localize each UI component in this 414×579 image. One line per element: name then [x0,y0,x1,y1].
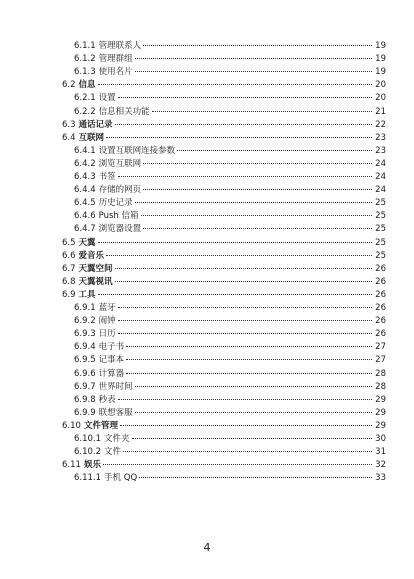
toc-entry-title: 记事本 [98,355,125,366]
toc-section-entry[interactable] [62,250,386,263]
toc-entry-number: 6.4.1 [74,145,96,156]
toc-entry-title: 闹钟 [98,316,116,327]
toc-entry-title: 秒表 [98,394,116,405]
toc-entry-title: 天翼视讯 [78,276,113,287]
toc-entry-number: 6.4.7 [74,224,96,235]
toc-entry-page: 25 [375,224,386,235]
toc-entry-page: 24 [375,185,386,196]
toc-entry-title: 信息 [78,80,96,91]
toc-entry-number: 6.1.1 [74,41,96,51]
toc-dot-leader [115,268,372,269]
toc-entry-number: 6.4.4 [74,185,96,196]
toc-entry-number: 6.4 [62,132,76,143]
toc-entry-page: 33 [375,473,386,484]
toc-entry-page: 19 [375,41,386,51]
toc-entry-number: 6.4.3 [74,172,96,182]
toc-subsection-entry[interactable] [74,197,386,210]
toc-entry-title: 天翼 [78,237,96,248]
toc-entry-title: 娱乐 [83,460,101,471]
toc-subsection-entry[interactable] [74,341,386,354]
toc-dot-leader [106,255,372,256]
toc-subsection-entry[interactable] [74,158,386,171]
toc-dot-leader [118,320,372,321]
toc-entry-number: 6.9.5 [74,355,96,366]
toc-entry-title: 书签 [98,172,116,182]
toc-dot-leader [132,438,372,439]
toc-entry-title: 日历 [98,329,116,340]
toc-entry-page: 28 [375,381,386,392]
toc-entry-page: 29 [375,420,386,431]
toc-subsection-entry[interactable] [74,433,386,446]
toc-dot-leader [106,137,372,138]
toc-dot-leader [118,97,372,98]
toc-subsection-entry[interactable] [74,223,386,236]
toc-subsection-entry[interactable] [74,106,386,119]
toc-entry-title: 文件管理 [83,420,118,431]
toc-entry-title: 浏览互联网 [98,158,142,169]
toc-entry-number: 6.9.9 [74,407,96,418]
toc-section-entry[interactable] [62,119,386,132]
toc-entry-title: 文件 [104,447,122,458]
toc-entry-page: 29 [375,394,386,405]
toc-entry-number: 6.5 [62,237,76,248]
toc-entry-page: 22 [375,119,386,130]
toc-entry-title: 使用名片 [98,67,133,78]
toc-section-entry[interactable] [62,459,386,472]
toc-entry-title: 管理联系人 [98,41,142,51]
toc-entry-page: 26 [375,276,386,287]
toc-entry-title: 浏览器设置 [98,224,142,235]
toc-dot-leader [143,45,372,46]
toc-entry-title: 天翼空间 [78,263,113,274]
toc-entry-title: 通话记录 [78,119,113,130]
toc-dot-leader [98,84,372,85]
toc-entry-number: 6.9.1 [74,303,96,313]
toc-entry-number: 6.9.4 [74,342,96,353]
toc-dot-leader [135,386,372,387]
toc-entry-title: 设置互联网连接参数 [98,145,176,156]
toc-dot-leader [118,307,372,308]
toc-entry-page: 27 [375,355,386,366]
toc-subsection-entry[interactable] [74,394,386,407]
toc-entry-page: 31 [375,447,386,458]
toc-entry-page: 24 [375,172,386,182]
toc-entry-number: 6.1.2 [74,54,96,65]
toc-entry-page: 19 [375,54,386,65]
toc-entry-page: 25 [375,211,386,222]
toc-subsection-entry[interactable] [74,184,386,197]
toc-entry-number: 6.4.6 [74,211,96,222]
toc-entry-title: 手机 QQ [104,473,138,484]
toc-entry-number: 6.10.1 [74,434,102,444]
toc-dot-leader [135,412,372,413]
toc-dot-leader [115,281,372,282]
toc-subsection-entry[interactable] [74,66,386,79]
toc-dot-leader [135,58,372,59]
toc-entry-number: 6.7 [62,263,76,274]
toc-entry-page: 26 [375,289,386,300]
toc-section-entry[interactable] [62,276,386,289]
toc-entry-number: 6.9.6 [74,368,96,379]
toc-dot-leader [143,228,372,229]
toc-entry-page: 20 [375,93,386,104]
toc-entry-page: 26 [375,329,386,340]
toc-subsection-entry[interactable] [74,328,386,341]
toc-subsection-entry[interactable] [74,171,386,184]
toc-dot-leader [143,163,372,164]
toc-entry-number: 6.10 [62,420,81,431]
toc-entry-page: 24 [375,158,386,169]
toc-dot-leader [123,451,372,452]
toc-dot-leader [139,477,372,478]
toc-dot-leader [177,150,372,151]
toc-entry-title: 存储的网页 [98,185,142,196]
toc-entry-number: 6.9.2 [74,316,96,327]
toc-entry-title: 设置 [98,93,116,104]
toc-entry-title: 管理群组 [98,54,133,65]
toc-section-entry[interactable] [62,132,386,145]
toc-subsection-entry[interactable] [74,40,386,53]
toc-dot-leader [98,294,372,295]
toc-entry-page: 23 [375,145,386,156]
toc-entry-number: 6.3 [62,119,76,130]
toc-dot-leader [98,242,372,243]
toc-dot-leader [118,399,372,400]
toc-entry-page: 21 [375,106,386,117]
toc-dot-leader [143,189,372,190]
toc-entry-number: 6.4.2 [74,158,96,169]
toc-subsection-entry[interactable] [74,145,386,158]
toc-entry-page: 20 [375,80,386,91]
toc-entry-page: 19 [375,67,386,78]
toc-entry-number: 6.11.1 [74,473,102,484]
toc-subsection-entry[interactable] [74,381,386,394]
toc-dot-leader [103,464,372,465]
toc-entry-title: 爱音乐 [78,250,105,261]
page-number: 4 [203,541,211,554]
toc-section-entry[interactable] [62,420,386,433]
toc-entry-title: 联想客服 [98,407,133,418]
toc-entry-page: 27 [375,342,386,353]
toc-subsection-entry[interactable] [74,368,386,381]
toc-dot-leader [118,333,372,334]
toc-dot-leader [135,71,372,72]
toc-entry-number: 6.2.2 [74,106,96,117]
toc-entry-title: 文件夹 [104,434,130,444]
toc-section-entry[interactable] [62,237,386,250]
toc-entry-title: 互联网 [78,132,105,143]
toc-entry-number: 6.4.5 [74,198,96,209]
toc-section-entry[interactable] [62,289,386,302]
toc-subsection-entry[interactable] [74,302,386,315]
toc-section-entry[interactable] [62,263,386,276]
toc-dot-leader [141,215,372,216]
toc-entry-page: 25 [375,198,386,209]
toc-entry-page: 25 [375,250,386,261]
toc-entry-page: 28 [375,368,386,379]
toc-dot-leader [126,346,372,347]
toc-entry-title: 世界时间 [98,381,133,392]
toc-section-entry[interactable] [62,79,386,92]
toc-entry-number: 6.1.3 [74,67,96,78]
toc-entry-title: 历史记录 [98,198,133,209]
toc-subsection-entry[interactable] [74,315,386,328]
toc-dot-leader [135,202,372,203]
toc-entry-number: 6.9 [62,289,76,300]
toc-subsection-entry[interactable] [74,407,386,420]
toc-subsection-entry[interactable] [74,472,386,485]
toc-entry-title: 信息相关功能 [98,106,150,117]
toc-subsection-entry[interactable] [74,354,386,367]
toc-subsection-entry[interactable] [74,210,386,223]
toc-subsection-entry[interactable] [74,92,386,105]
toc-entry-title: 计算器 [98,368,125,379]
toc-entry-number: 6.11 [62,460,81,471]
toc-dot-leader [120,425,372,426]
toc-entry-number: 6.10.2 [74,447,102,458]
toc-subsection-entry[interactable] [74,446,386,459]
toc-entry-number: 6.9.8 [74,394,96,405]
toc-dot-leader [115,124,372,125]
toc-entry-number: 6.9.7 [74,381,96,392]
toc-dot-leader [118,176,372,177]
toc-entry-number: 6.9.3 [74,329,96,340]
toc-entry-number: 6.2.1 [74,93,96,104]
toc-dot-leader [126,359,372,360]
toc-entry-title: 蓝牙 [98,303,116,313]
toc-subsection-entry[interactable] [74,53,386,66]
toc-entry-page: 25 [375,237,386,248]
toc-entry-number: 6.2 [62,80,76,91]
toc-entry-number: 6.6 [62,250,76,261]
toc-entry-page: 26 [375,316,386,327]
toc-dot-leader [126,373,372,374]
toc-dot-leader [152,111,372,112]
toc-entry-title: 电子书 [98,342,125,353]
toc-entry-title: 工具 [78,289,96,300]
toc-entry-page: 32 [375,460,386,471]
toc-entry-number: 6.8 [62,276,76,287]
toc-entry-page: 26 [375,263,386,274]
toc-entry-page: 30 [375,434,386,444]
toc-entry-page: 29 [375,407,386,418]
toc-entry-title: Push 信箱 [98,211,139,222]
toc-entry-page: 26 [375,303,386,313]
toc-entry-page: 23 [375,132,386,143]
